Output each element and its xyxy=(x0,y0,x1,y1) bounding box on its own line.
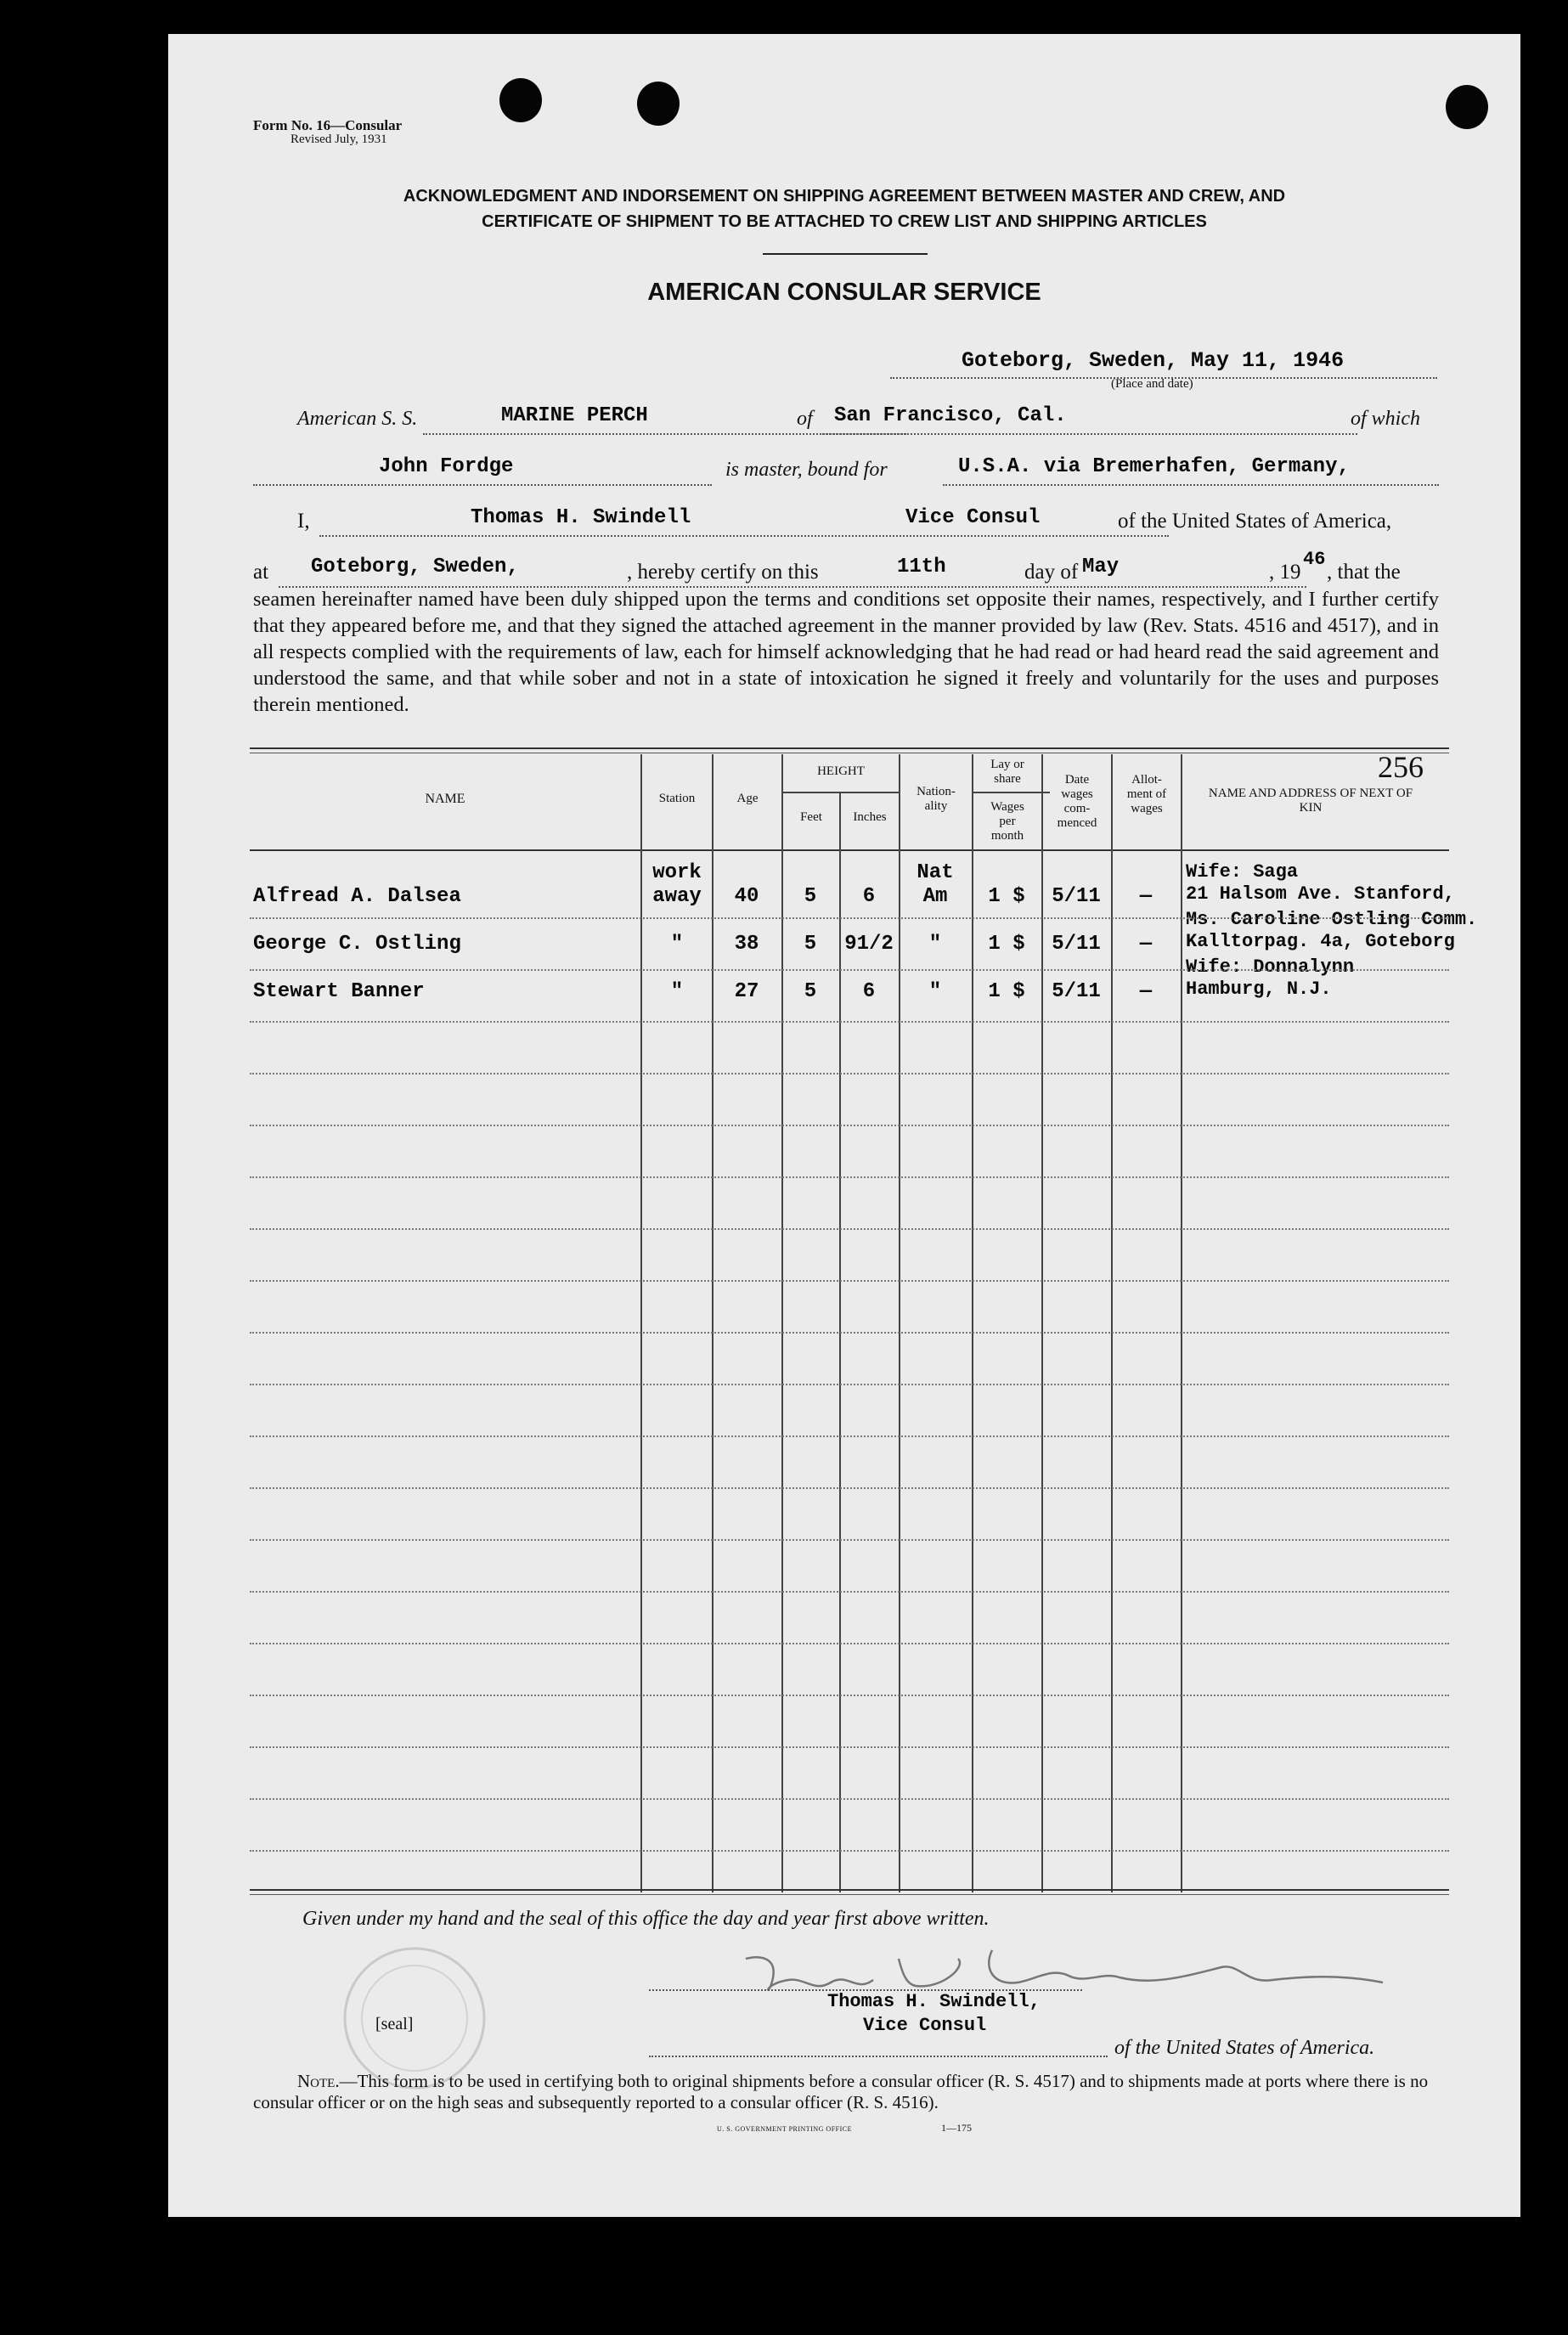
col-lay: Lay or share xyxy=(990,758,1024,786)
certify-day: 11th xyxy=(897,556,946,578)
form-heading xyxy=(253,183,1435,234)
certify-phrase: , hereby certify on this xyxy=(627,561,819,584)
signer-name: Thomas H. Swindell, xyxy=(827,1991,1041,2012)
cell-station: " xyxy=(670,933,684,956)
day-of-label: day of xyxy=(1024,561,1079,584)
heading-rule xyxy=(763,253,928,255)
table-bottom-rule xyxy=(250,1889,1449,1891)
col-kin: NAME AND ADDRESS OF NEXT OF KIN xyxy=(1208,787,1413,815)
row-rule xyxy=(250,1695,1449,1696)
printer-imprint: U. S. GOVERNMENT PRINTING OFFICE xyxy=(717,2125,852,2133)
printer-code: 1—175 xyxy=(941,2122,972,2134)
row-rule xyxy=(250,1643,1449,1644)
destination: U.S.A. via Bremerhafen, Germany, xyxy=(958,455,1350,478)
row-rule xyxy=(250,1021,1449,1023)
i-label: I, xyxy=(297,510,310,533)
cell-station: away xyxy=(652,885,702,908)
cell-wages: 1 $ xyxy=(988,885,1025,908)
form-number: Form No. 16—Consular xyxy=(253,117,403,133)
punch-hole xyxy=(499,78,542,122)
kin-line-2: Kalltorpag. 4a, Goteborg xyxy=(1186,931,1455,952)
signer-title: Vice Consul xyxy=(863,2015,987,2036)
cell-nat: Am xyxy=(922,885,948,908)
cell-age: 27 xyxy=(734,980,759,1003)
place-date: Goteborg, Sweden, May 11, 1946 xyxy=(962,348,1345,373)
cell-nat: " xyxy=(928,980,942,1003)
col-nationality: Nation-ality xyxy=(917,785,956,813)
kin-line-1: Ms. Caroline Ostling Comm. xyxy=(1186,909,1478,930)
service-title: AMERICAN CONSULAR SERVICE xyxy=(647,279,1041,306)
cell-age: 38 xyxy=(734,933,759,956)
year-prefix: , 19 xyxy=(1269,561,1301,584)
form-revised: Revised July, 1931 xyxy=(290,133,387,146)
place-date-caption: (Place and date) xyxy=(1111,377,1193,391)
col-name: NAME xyxy=(425,792,465,806)
row-rule xyxy=(250,1746,1449,1748)
of-usa: of the United States of America. xyxy=(1114,2037,1375,2059)
row-rule xyxy=(250,1280,1449,1282)
cell-station: " xyxy=(670,980,684,1003)
crew-name: George C. Ostling xyxy=(253,933,461,956)
master-name: John Fordge xyxy=(379,455,514,478)
certify-year: 46 xyxy=(1303,549,1326,570)
height-subrule xyxy=(781,792,900,793)
row-rule xyxy=(250,1850,1449,1852)
row-rule xyxy=(250,1176,1449,1178)
col-date-wages: Date wages com-menced xyxy=(1057,773,1097,830)
page-number: 256 xyxy=(1378,750,1424,784)
heading-line-1: ACKNOWLEDGMENT AND INDORSEMENT ON SHIPPING AGREEMENT BETWEEN MASTER AND CREW, AND xyxy=(403,187,1286,206)
master-label: is master, bound for xyxy=(725,459,888,481)
handwritten-signature xyxy=(712,1933,1391,2010)
kin-line-2: 21 Halsom Ave. Stanford, xyxy=(1186,883,1455,905)
col-allotment: Allot-ment of wages xyxy=(1126,773,1167,815)
col-feet: Feet xyxy=(800,810,822,824)
kin-line-1: Wife: Donnalynn xyxy=(1186,956,1355,978)
table-header-rule xyxy=(250,849,1449,851)
ship-prefix: American S. S. xyxy=(297,408,418,430)
cell-inches: 6 xyxy=(862,980,876,1003)
heading-line-2: CERTIFICATE OF SHIPMENT TO BE ATTACHED TO CREW LIST AND SHIPPING ARTICLES xyxy=(482,212,1207,231)
of-label: of xyxy=(797,408,813,430)
title-line xyxy=(649,2054,1108,2057)
kin-line-2: Hamburg, N.J. xyxy=(1186,979,1332,1000)
cell-feet: 5 xyxy=(804,885,817,908)
certify-month: May xyxy=(1082,556,1120,578)
kin-line-1: Wife: Saga xyxy=(1186,861,1299,883)
col-height: HEIGHT xyxy=(817,764,865,778)
row-rule xyxy=(250,917,1449,919)
cell-date: 5/11 xyxy=(1052,933,1101,956)
cell-allot: — xyxy=(1139,885,1153,908)
note-text: —This form is to be used in certifying both to original shipments before a consular officer (R. S. 4517) and to shipments made at ports where there is no consular officer or on the high seas and subsequently reported to a consular officer (R. S. 4516). xyxy=(253,2071,1429,2112)
row-rule xyxy=(250,1073,1449,1074)
cell-allot: — xyxy=(1139,933,1153,956)
cell-nat-top: Nat xyxy=(917,861,954,884)
crew-name: Alfread A. Dalsea xyxy=(253,885,461,908)
form-number-block xyxy=(253,119,402,146)
cell-date: 5/11 xyxy=(1052,980,1101,1003)
row-rule xyxy=(250,1332,1449,1334)
home-port: San Francisco, Cal. xyxy=(834,404,1067,427)
col-station: Station xyxy=(658,792,696,805)
certification-paragraph: seamen hereinafter named have been duly shipped upon the terms and conditions set opposite their names, respectively, and I further certify that they appeared before me, and that they signed the attached agreement in the manner provided by law (Rev. Stats. 4516 and 4517), and in all respects complied with the requirements of law, each for himself acknowledging that he had read or had heard read the said agreement and understood the same, and that while sober and not in a state of intoxication he signed it freely and voluntarily for the uses and purposes therein mentioned. xyxy=(253,588,1439,716)
col-age: Age xyxy=(736,792,759,805)
cell-inches: 6 xyxy=(862,885,876,908)
punch-hole xyxy=(1446,85,1488,129)
lay-subrule xyxy=(973,792,1050,793)
note-label: Note. xyxy=(297,2071,340,2091)
officer-name: Thomas H. Swindell xyxy=(471,506,691,529)
row-rule xyxy=(250,1591,1449,1593)
row-rule xyxy=(250,1487,1449,1489)
country-phrase: of the United States of America, xyxy=(1118,510,1392,533)
form-page xyxy=(168,34,1520,2217)
ship-name: MARINE PERCH xyxy=(501,404,648,427)
seal-label: [seal] xyxy=(375,2015,414,2033)
row-rule xyxy=(250,1798,1449,1800)
at-label: at xyxy=(253,561,269,584)
given-under-text: Given under my hand and the seal of this office the day and year first above written. xyxy=(302,1908,990,1930)
punch-hole xyxy=(637,82,680,126)
note-paragraph xyxy=(253,2071,1439,2113)
row-rule xyxy=(250,1384,1449,1385)
of-which-label: of which xyxy=(1351,408,1420,430)
table-top-rule xyxy=(250,747,1449,749)
cell-date: 5/11 xyxy=(1052,885,1101,908)
col-inches: Inches xyxy=(853,810,887,824)
cell-age: 40 xyxy=(734,885,759,908)
cell-nat: " xyxy=(928,933,942,956)
officer-title: Vice Consul xyxy=(905,506,1041,529)
cell-feet: 5 xyxy=(804,933,817,956)
col-wages: Wages per month xyxy=(990,800,1024,843)
row-rule xyxy=(250,1228,1449,1230)
table-bottom-rule xyxy=(250,1894,1449,1895)
row-rule xyxy=(250,1539,1449,1541)
that-the: , that the xyxy=(1327,561,1401,584)
row-rule xyxy=(250,969,1449,971)
cell-wages: 1 $ xyxy=(988,933,1025,956)
row-rule xyxy=(250,1435,1449,1437)
cell-wages: 1 $ xyxy=(988,980,1025,1003)
cell-feet: 5 xyxy=(804,980,817,1003)
row-rule xyxy=(250,1125,1449,1126)
cell-allot: — xyxy=(1139,980,1153,1003)
certify-place: Goteborg, Sweden, xyxy=(311,556,519,578)
crew-name: Stewart Banner xyxy=(253,980,425,1003)
cell-station-top: work xyxy=(652,861,702,884)
officer-line xyxy=(319,510,1169,537)
cell-inches: 91/2 xyxy=(844,933,894,956)
